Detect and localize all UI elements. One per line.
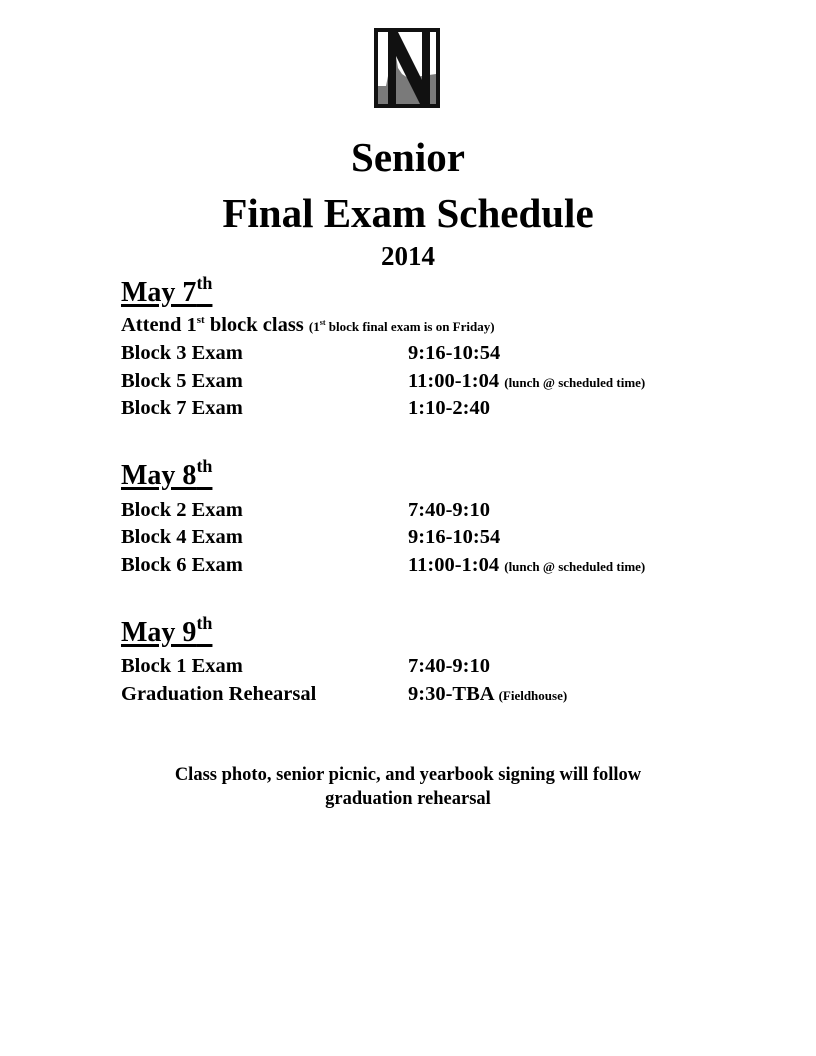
day-heading-text: May 9: [121, 617, 197, 648]
exam-time: [408, 369, 645, 395]
aside-rest: block final exam is on Friday): [325, 319, 495, 334]
attend-note: [121, 313, 495, 341]
day-heading-may-9: [121, 613, 213, 651]
day-heading-text: May 8: [121, 460, 197, 491]
exam-label: Block 1 Exam: [121, 655, 243, 677]
exam-label: Block 2 Exam: [121, 499, 243, 521]
day-heading-may-7: [121, 273, 213, 311]
exam-time: [408, 498, 490, 522]
school-logo: [374, 28, 440, 108]
exam-label: Block 6 Exam: [121, 554, 243, 576]
time-note: (lunch @ scheduled time): [504, 559, 646, 574]
time-value: 7:40-9:10: [408, 655, 490, 677]
footer-note: [0, 763, 816, 811]
exam-label: Block 7 Exam: [121, 397, 243, 419]
title-year: 2014: [381, 241, 435, 271]
exam-time: [408, 682, 567, 708]
time-note: (lunch @ scheduled time): [504, 375, 646, 390]
day-heading-may-8: [121, 456, 213, 494]
footer-line-1: Class photo, senior picnic, and yearbook signing will follow: [174, 765, 642, 785]
ordinal-suffix: st: [319, 318, 326, 327]
time-value: 9:16-10:54: [408, 342, 501, 364]
ordinal-suffix: st: [196, 314, 205, 326]
exam-time: [408, 396, 490, 420]
exam-time: [408, 654, 490, 678]
exam-label: Block 5 Exam: [121, 370, 243, 392]
day-heading-text: May 7: [121, 277, 197, 308]
school-n-church-logo-icon: [374, 28, 440, 108]
exam-time: [408, 525, 500, 549]
time-note: (Fieldhouse): [498, 688, 568, 703]
exam-label: Block 4 Exam: [121, 526, 243, 548]
exam-time: [408, 553, 645, 579]
exam-time: [408, 341, 500, 365]
title-senior: Senior: [351, 134, 465, 180]
time-value: 9:16-10:54: [408, 526, 501, 548]
exam-label: Graduation Rehearsal: [121, 683, 317, 705]
aside-prefix: (1: [308, 319, 320, 334]
ordinal-suffix: th: [196, 273, 213, 293]
ordinal-suffix: th: [196, 456, 213, 476]
time-value: 1:10-2:40: [408, 397, 490, 419]
attend-aside: [309, 319, 495, 334]
attend-prefix: Attend 1: [121, 314, 197, 336]
ordinal-suffix: th: [196, 613, 213, 633]
time-value: 9:30-TBA: [408, 683, 494, 705]
footer-line-2: graduation rehearsal: [325, 789, 491, 809]
attend-main: block class: [204, 314, 304, 336]
attend-note-text: [121, 314, 495, 336]
time-value: 7:40-9:10: [408, 499, 490, 521]
time-value: 11:00-1:04: [408, 370, 500, 392]
exam-label: Block 3 Exam: [121, 342, 243, 364]
title-final-exam-schedule: Final Exam Schedule: [222, 190, 594, 236]
time-value: 11:00-1:04: [408, 554, 500, 576]
